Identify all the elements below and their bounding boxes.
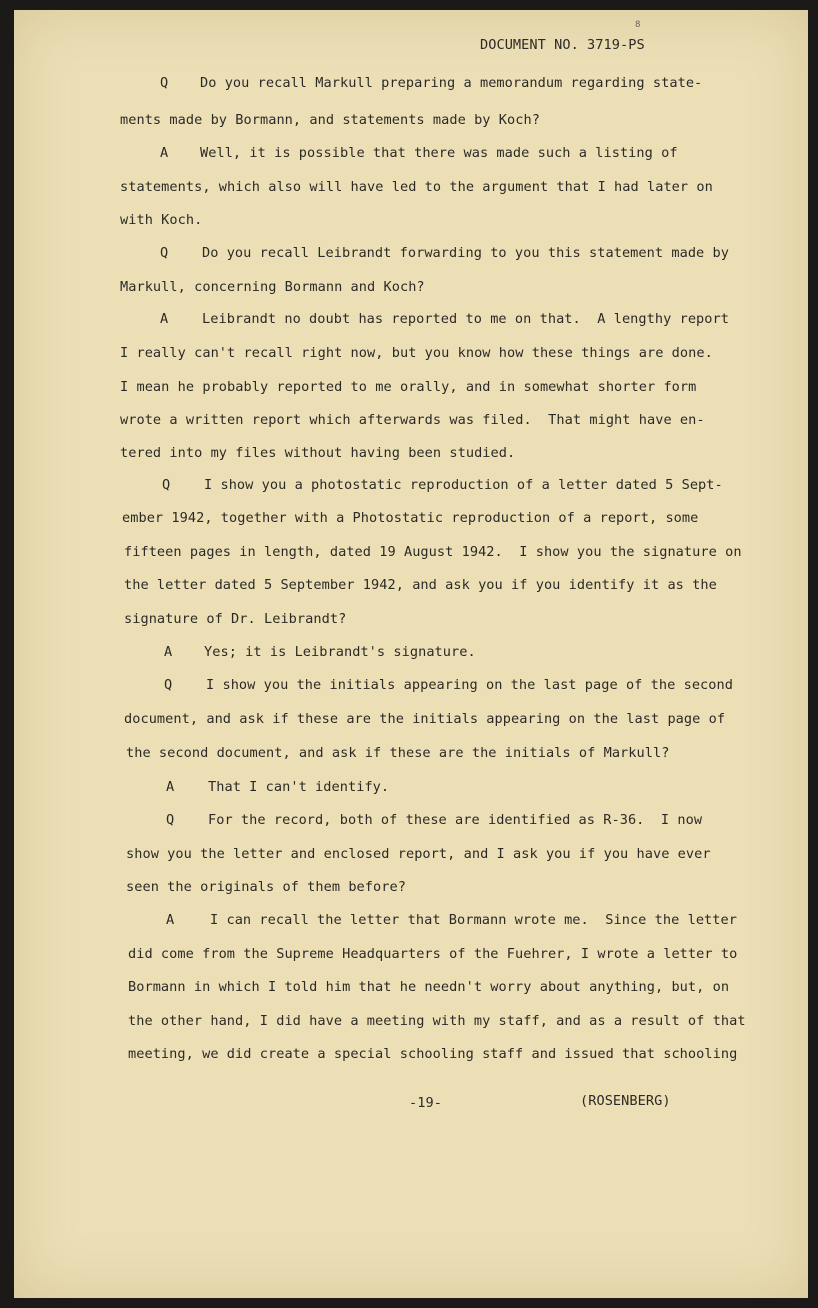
transcript-line: statements, which also will have led to the argument that I had later on <box>120 179 713 195</box>
transcript-line: I show you a photostatic reproduction of a letter dated 5 Sept- <box>204 477 723 493</box>
transcript-line: ember 1942, together with a Photostatic reproduction of a report, some <box>122 510 699 526</box>
transcript-line: For the record, both of these are identified as R-36. I now <box>208 812 703 828</box>
transcript-line: the second document, and ask if these are the initials of Markull? <box>126 745 670 761</box>
transcript-line: document, and ask if these are the initials appearing on the last page of <box>124 711 726 727</box>
transcript-line: Yes; it is Leibrandt's signature. <box>204 644 476 660</box>
answer-marker: A <box>160 311 169 327</box>
page-number: -19- <box>409 1095 442 1111</box>
transcript-line: did come from the Supreme Headquarters of the Fuehrer, I wrote a letter to <box>128 946 738 962</box>
document-number: DOCUMENT NO. 3719-PS <box>480 37 645 53</box>
transcript-line: seen the originals of them before? <box>126 879 406 895</box>
document-page <box>14 10 808 1298</box>
transcript-line: That I can't identify. <box>208 779 390 795</box>
answer-marker: A <box>160 145 169 161</box>
transcript-line: the other hand, I did have a meeting with my staff, and as a result of that <box>128 1013 746 1029</box>
transcript-line: meeting, we did create a special schooling staff and issued that schooling <box>128 1046 738 1062</box>
transcript-line: tered into my files without having been studied. <box>120 445 516 461</box>
answer-marker: A <box>164 644 173 660</box>
transcript-line: I show you the initials appearing on the last page of the second <box>206 677 733 693</box>
answer-marker: A <box>166 779 175 795</box>
question-marker: Q <box>162 477 171 493</box>
transcript-line: show you the letter and enclosed report, and I ask you if you have ever <box>126 846 711 862</box>
transcript-line: wrote a written report which afterwards was filed. That might have en- <box>120 412 705 428</box>
question-marker: Q <box>164 677 173 693</box>
transcript-line: Bormann in which I told him that he needn't worry about anything, but, on <box>128 979 730 995</box>
transcript-line: Well, it is possible that there was made such a listing of <box>200 145 678 161</box>
corner-mark: 8 <box>635 20 641 30</box>
transcript-line: Do you recall Markull preparing a memorandum regarding state- <box>200 75 703 91</box>
transcript-line: Leibrandt no doubt has reported to me on that. A lengthy report <box>202 311 729 327</box>
transcript-line: Do you recall Leibrandt forwarding to you this statement made by <box>202 245 729 261</box>
transcript-line: ments made by Bormann, and statements made by Koch? <box>120 112 540 128</box>
transcript-line: I mean he probably reported to me orally, and in somewhat shorter form <box>120 379 697 395</box>
witness-name: (ROSENBERG) <box>580 1093 671 1109</box>
transcript-line: signature of Dr. Leibrandt? <box>124 611 347 627</box>
question-marker: Q <box>160 245 169 261</box>
transcript-line: I really can't recall right now, but you know how these things are done. <box>120 345 713 361</box>
question-marker: Q <box>166 812 175 828</box>
transcript-line: Markull, concerning Bormann and Koch? <box>120 279 425 295</box>
transcript-line: I can recall the letter that Bormann wrote me. Since the letter <box>210 912 737 928</box>
transcript-line: the letter dated 5 September 1942, and ask you if you identify it as the <box>124 577 717 593</box>
transcript-line: with Koch. <box>120 212 203 228</box>
transcript-line: fifteen pages in length, dated 19 August 1942. I show you the signature on <box>124 544 742 560</box>
answer-marker: A <box>166 912 175 928</box>
question-marker: Q <box>160 75 169 91</box>
